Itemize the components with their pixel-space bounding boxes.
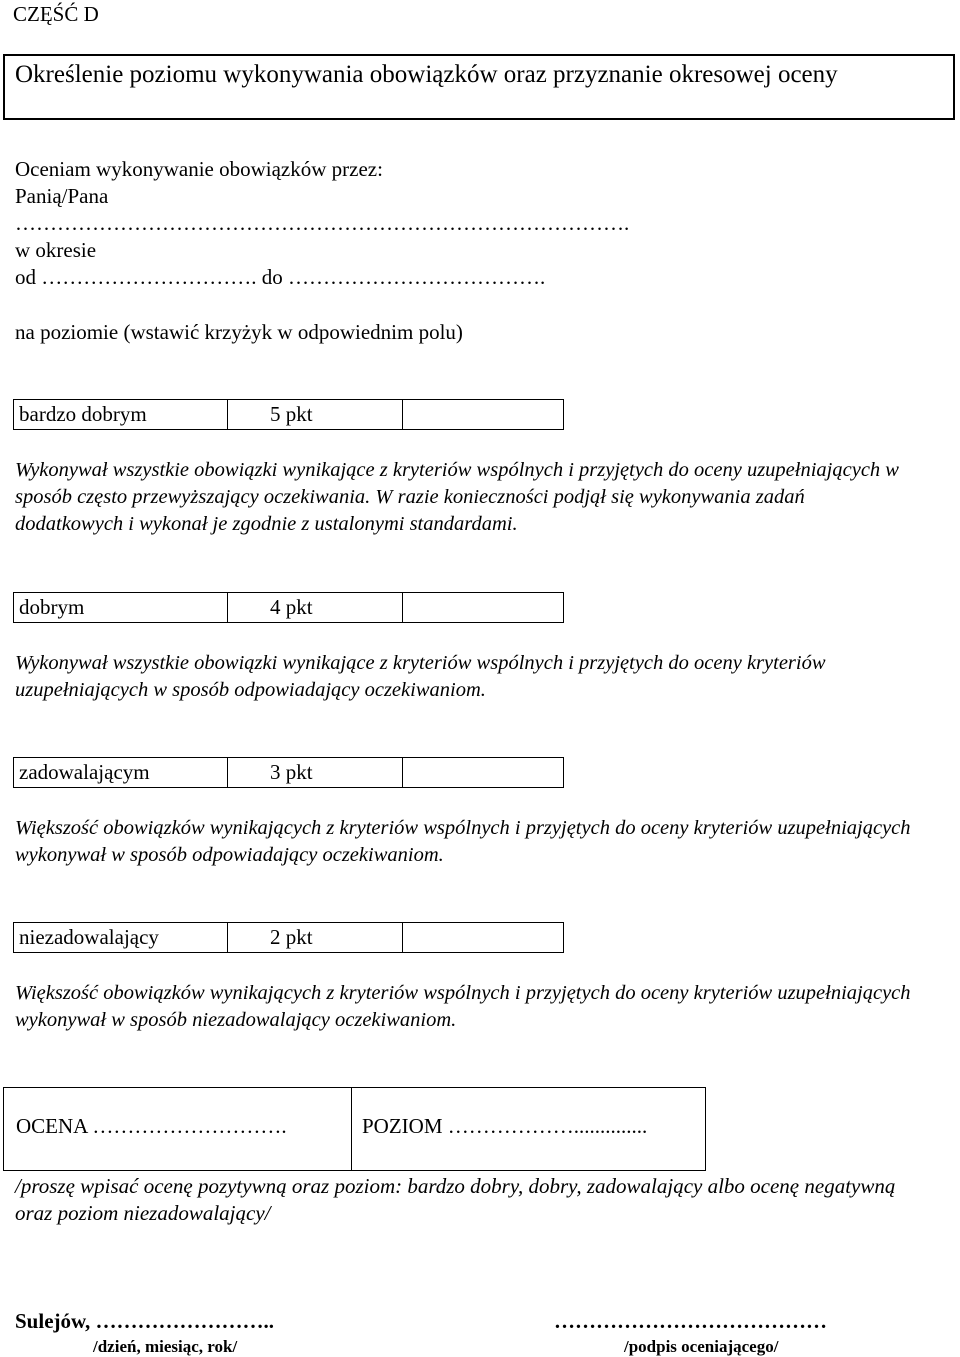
grade-box — [3, 1087, 706, 1171]
level-name: bardzo dobrym — [14, 400, 228, 429]
level-name: dobrym — [14, 593, 228, 622]
period-dotted-field[interactable]: od …………………………. do ………………………………. — [15, 265, 546, 289]
date-caption: /dzień, miesiąc, rok/ — [93, 1337, 238, 1356]
level-checkbox-cell[interactable] — [403, 923, 563, 952]
level-points: 2 pkt — [228, 923, 403, 952]
ocena-field[interactable]: OCENA ………………………. — [4, 1088, 352, 1170]
title-box — [3, 54, 955, 120]
level-checkbox-cell[interactable] — [403, 593, 563, 622]
level-name: zadowalającym — [14, 758, 228, 787]
level-description: Większość obowiązków wynikających z kryteriów wspólnych i przyjętych do oceny kryteriów uzupełniających wykonywał w sposób niezadowalający oczekiwaniom. — [15, 982, 911, 1031]
grade-note: /proszę wpisać ocenę pozytywną oraz poziom: bardzo dobry, dobry, zadowalający albo ocenę negatywną oraz poziom niezadowalający/ — [15, 1174, 896, 1225]
level-checkbox-cell[interactable] — [403, 400, 563, 429]
intro-line-6: na poziomie (wstawić krzyżyk w odpowiednim polu) — [15, 320, 463, 344]
level-row-dobry — [13, 592, 564, 623]
level-checkbox-cell[interactable] — [403, 758, 563, 787]
level-description: Większość obowiązków wynikających z kryteriów wspólnych i przyjętych do oceny kryteriów uzupełniających wykonywał w sposób odpowiadający oczekiwaniom. — [15, 817, 911, 866]
place-date-field[interactable]: Sulejów, …………………….. — [15, 1309, 275, 1333]
intro-line-4: w okresie — [15, 238, 97, 262]
signature-caption: /podpis oceniającego/ — [624, 1337, 779, 1356]
poziom-field[interactable]: POZIOM ……………….............. — [362, 1114, 648, 1138]
signature-field[interactable]: ………………………………… — [554, 1309, 827, 1333]
level-row-zadowalajacy — [13, 757, 564, 788]
level-row-niezadowalajacy — [13, 922, 564, 953]
level-name: niezadowalający — [14, 923, 228, 952]
level-points: 5 pkt — [228, 400, 403, 429]
intro-line-2: Panią/Pana — [15, 184, 109, 208]
level-description: Wykonywał wszystkie obowiązki wynikające z kryteriów wspólnych i przyjętych do oceny kryteriów uzupełniających w sposób odpowiadający oczekiwaniom. — [15, 652, 826, 701]
level-points: 4 pkt — [228, 593, 403, 622]
intro-line-1: Oceniam wykonywanie obowiązków przez: — [15, 157, 383, 181]
level-points: 3 pkt — [228, 758, 403, 787]
level-description: Wykonywał wszystkie obowiązki wynikające z kryteriów wspólnych i przyjętych do oceny uzupełniających w sposób często przewyższający oczekiwania. W razie konieczności podjął się wykonywania zadań dodatkowych i wykonał je zgodnie z ustalonymi standardami. — [15, 459, 899, 535]
name-dotted-field[interactable]: ……………………………………………………………………………. — [15, 211, 630, 235]
page-title: Określenie poziomu wykonywania obowiązków oraz przyznanie okresowej oceny — [15, 61, 838, 88]
section-title: CZĘŚĆ D — [13, 2, 99, 26]
level-row-bardzo-dobry — [13, 399, 564, 430]
